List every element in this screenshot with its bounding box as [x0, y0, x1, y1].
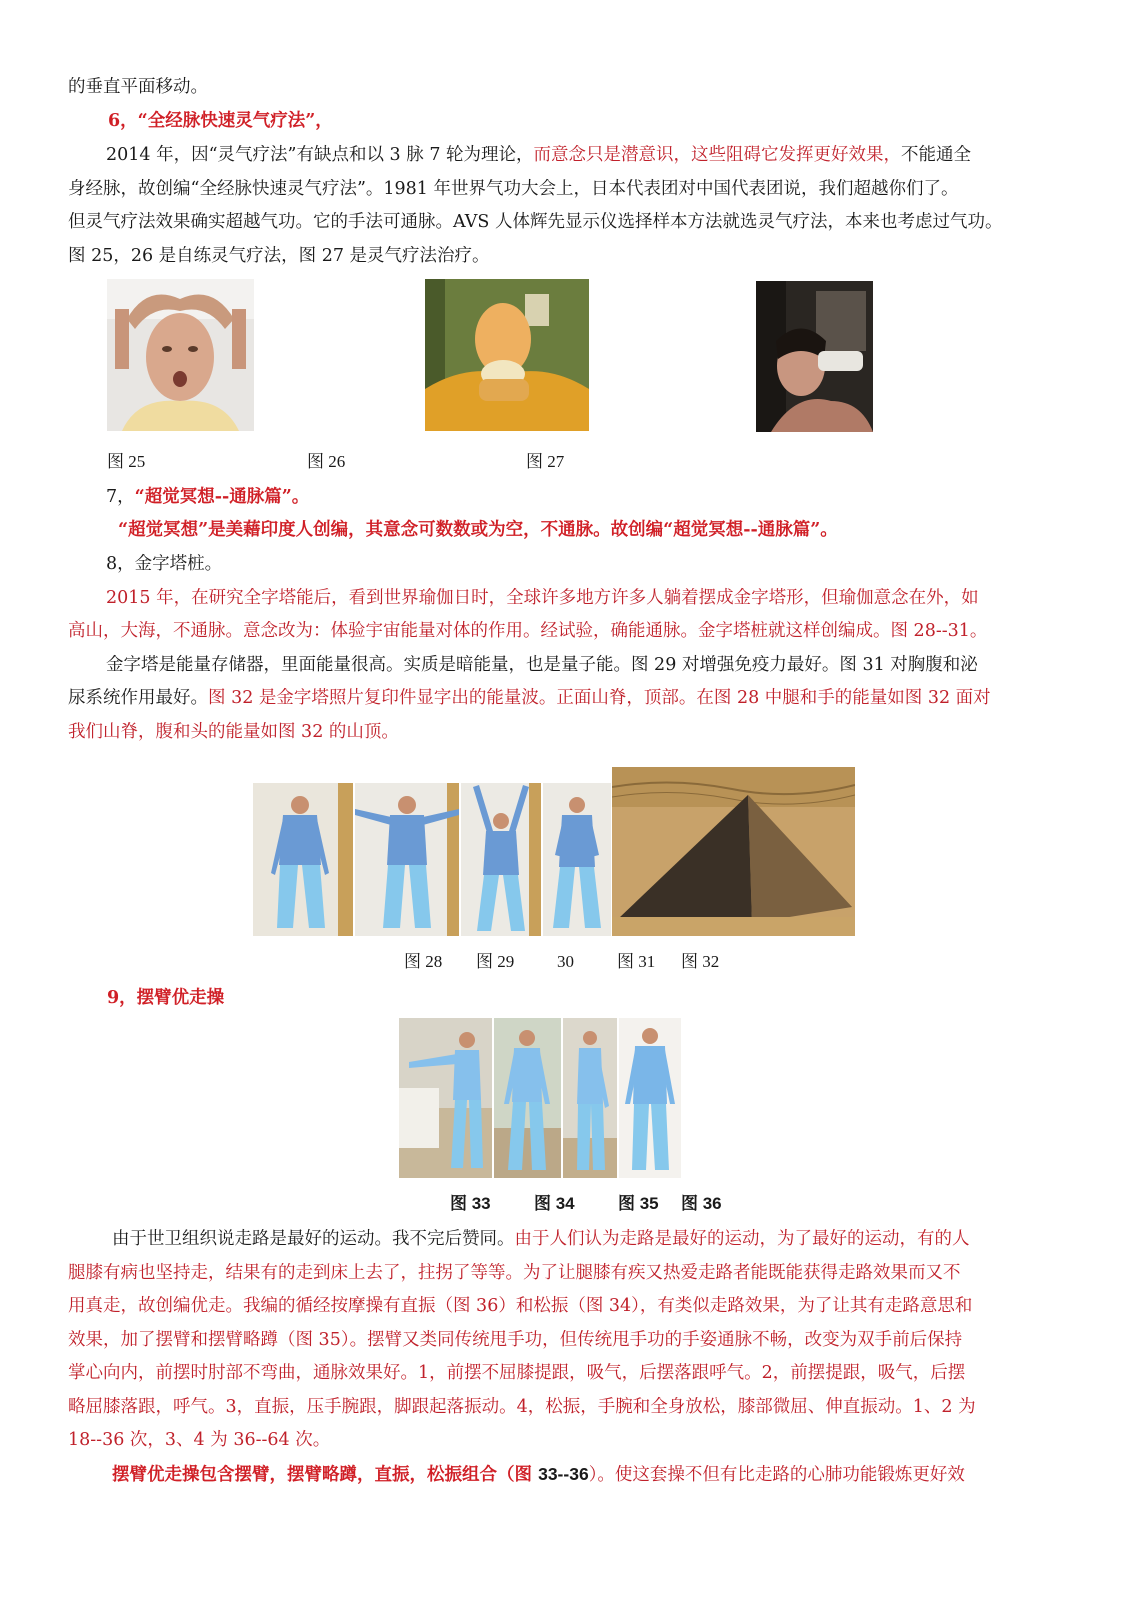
- caption-figure-33: 图 33: [450, 1194, 491, 1213]
- section-9-para-1-line-4: 效果，加了摆臂和摆臂略蹲（图 35）。摆臂又类同传统甩手功，但传统甩手功的手姿通脉不畅，改变为双手前后保持: [68, 1330, 963, 1350]
- caption-figure-36: 图 36: [681, 1194, 722, 1213]
- section-6-para-line-3: 但灵气疗法效果确实超越气功。它的手法可通脉。AVS 人体辉先显示仪选择样本方法就选灵气疗法，本来也考虑过气功。: [68, 212, 1003, 232]
- section-8-para-2-line-1: 金字塔是能量存储器，里面能量很高。实质是暗能量，也是量子能。图 29 对增强免疫力最好。图 31 对胸腹和泌: [106, 655, 978, 675]
- caption-figure-32: 图 32: [681, 952, 720, 971]
- section-9-para-1-line-5: 掌心向内，前摆时肘部不弯曲，通脉效果好。1，前摆不屈膝提跟，吸气，后摆落跟呼气。2，前摆提跟，吸气，后摆: [68, 1363, 966, 1383]
- caption-figure-30: 30: [557, 952, 574, 971]
- caption-figure-26: 图 26: [307, 452, 346, 471]
- caption-figure-35: 图 35: [618, 1194, 659, 1213]
- section-9-para-1-line-7: 18--36 次，3、4 为 36--64 次。: [68, 1430, 331, 1450]
- caption-figure-31: 图 31: [617, 952, 656, 971]
- figure-30-photo: [461, 783, 541, 936]
- figure-33-photo: [399, 1018, 492, 1178]
- section-9-heading: 9，摆臂优走操: [107, 988, 225, 1008]
- section-9-para-1-line-3: 用真走，故创编优走。我编的循经按摩操有直振（图 36）和松振（图 34），有类似走路效果，为了让其有走路意思和: [68, 1296, 973, 1316]
- section-7-heading: 7，“超觉冥想--通脉篇”。: [106, 487, 310, 507]
- figure-29-photo: [355, 783, 459, 936]
- caption-figure-29: 图 29: [476, 952, 515, 971]
- text-fragment: 的垂直平面移动。: [68, 77, 208, 97]
- caption-figure-27: 图 27: [526, 452, 565, 471]
- section-9-para-1-line-6: 略屈膝落跟，呼气。3，直振，压手腕跟，脚跟起落振动。4，松振，手腕和全身放松，膝部微屈、伸直振动。1、2 为: [68, 1397, 976, 1417]
- section-8-para-2-line-3: 我们山脊，腹和头的能量如图 32 的山顶。: [68, 722, 399, 742]
- figure-35-photo: [563, 1018, 617, 1178]
- section-9-para-1-line-2: 腿膝有病也坚持走，结果有的走到床上去了，拄拐了等等。为了让腿膝有疾又热爱走路者能既能获得走路效果而又不: [68, 1263, 961, 1283]
- figure-27-photo: [756, 281, 873, 432]
- section-8-para-1-line-1: 2015 年，在研究全字塔能后，看到世界瑜伽日时，全球许多地方许多人躺着摆成金字塔形，但瑜伽意念在外，如: [106, 588, 979, 608]
- caption-figure-34: 图 34: [534, 1194, 575, 1213]
- figure-26-photo: [425, 279, 589, 431]
- section-7-para: “超觉冥想”是美藉印度人创编，其意念可数数或为空，不通脉。故创编“超觉冥想--通脉篇”。: [118, 520, 838, 540]
- section-8-para-2-line-2: 尿系统作用最好。图 32 是金字塔照片复印件显字出的能量波。正面山脊，顶部。在图 28 中腿和手的能量如图 32 面对: [68, 688, 991, 708]
- section-9-para-2: 摆臂优走操包含摆臂，摆臂略蹲，直振，松振组合（图 33--36）。使这套操不但有比走路的心肺功能锻炼更好效: [112, 1464, 965, 1485]
- section-6-para-line-2: 身经脉，故创编“全经脉快速灵气疗法”。1981 年世界气功大会上，日本代表团对中国代表团说，我们超越你们了。: [68, 179, 959, 199]
- figure-31-photo: [543, 783, 611, 936]
- section-8-para-1-line-2: 高山，大海，不通脉。意念改为：体验宇宙能量对体的作用。经试验，确能通脉。金字塔桩就这样创编成。图 28--31。: [68, 621, 988, 641]
- figure-34-photo: [494, 1018, 561, 1178]
- figure-32-pyramid-photo: [612, 767, 855, 936]
- section-8-heading: 8，金字塔桩。: [106, 554, 223, 574]
- figure-28-photo: [253, 783, 353, 936]
- section-6-heading: 6，“全经脉快速灵气疗法”，: [108, 111, 333, 131]
- caption-figure-25: 图 25: [107, 452, 146, 471]
- caption-figure-28: 图 28: [404, 952, 443, 971]
- section-6-para-line-1: 2014 年，因“灵气疗法”有缺点和以 3 脉 7 轮为理论，而意念只是潜意识，这些阻碍它发挥更好效果，不能通全: [106, 145, 972, 165]
- figure-25-photo: [107, 279, 254, 431]
- figure-36-photo: [619, 1018, 681, 1178]
- section-6-para-line-4: 图 25，26 是自练灵气疗法，图 27 是灵气疗法治疗。: [68, 246, 490, 266]
- section-9-para-1-line-1: 由于世卫组织说走路是最好的运动。我不完后赞同。由于人们认为走路是最好的运动，为了最好的运动，有的人: [112, 1229, 970, 1249]
